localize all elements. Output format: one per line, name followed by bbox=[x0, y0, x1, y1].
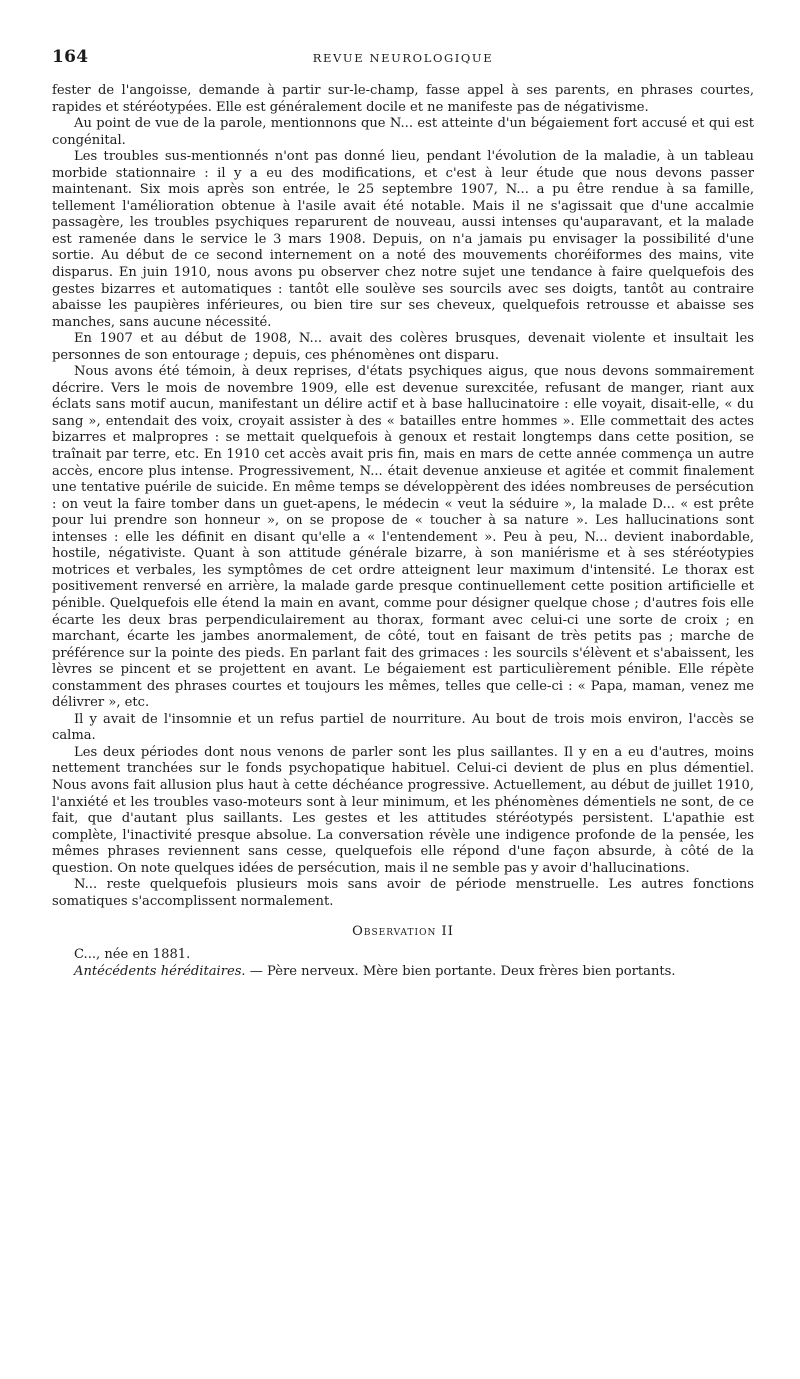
paragraph-3: Les troubles sus-mentionnés n'ont pas donné lieu, pendant l'évolution de la maladie, à un tableau morbide stationnaire : il y a eu des modifications, et c'est à leur étude que nous devons passer maintenant. Six mois après son entrée, le 25 septembre 1907, N... a pu être rendue à sa famille, tellement l'amélioration obtenue à l'asile avait été notable. Mais il ne s'agissait que d'une accalmie passagère, les troubles psychiques reparurent de nouveau, aussi intenses qu'auparavant, et la malade est ramenée dans le service le 3 mars 1908. Depuis, on n'a jamais pu envisager la possibilité d'une sortie. Au début de ce second internement on a noté des mouvements choréiformes des mains, vite disparus. En juin 1910, nous avons pu observer chez notre sujet une tendance à faire quelquefois des gestes bizarres et automatiques : tantôt elle soulève ses sourcils avec ses doigts, tantôt au contraire abaisse les paupières inférieures, ou bien tire sur ses cheveux, quelquefois retrousse et abaisse ses manches, sans aucune nécessité. bbox=[52, 149, 754, 330]
paragraph-5: Nous avons été témoin, à deux reprises, d'états psychiques aigus, que nous devons sommairement décrire. Vers le mois de novembre 1909, elle est devenue surexcitée, refusant de manger, riant aux éclats sans motif aucun, manifestant un délire actif et à base hallucinatoire : elle voyait, disait-elle, « du sang », entendait des voix, croyait assister à des « batailles entre hommes ». Elle commettait des actes bizarres et malpropres : se mettait quelquefois à genoux et restait longtemps dans cette position, se traînait par terre, etc. En 1910 cet accès avait pris fin, mais en mars de cette année commença un autre accès, encore plus intense. Progressivement, N... était devenue anxieuse et agitée et commit finalement une tentative puérile de suicide. En même temps se développèrent des idées nombreuses de persécution : on veut la faire tomber dans un guet-apens, le médecin « veut la séduire », la malade D... « est prête pour lui prendre son honneur », on se propose de « toucher à sa nature ». Les hallucinations sont intenses : elle les définit en disant qu'elle a « l'entendement ». Peu à peu, N... devient inabordable, hostile, négativiste. Quant à son attitude générale bizarre, à son maniérisme et à ses stéréotypies motrices et verbales, les symptômes de cet ordre atteignent leur maximum d'intensité. Le thorax est positivement renversé en arrière, la malade garde presque continuellement cette position artificielle et pénible. Quelquefois elle étend la main en avant, comme pour désigner quelque chose ; d'autres fois elle écarte les deux bras perpendiculairement au thorax, formant avec celui-ci une sorte de croix ; en marchant, écarte les jambes anormalement, de côté, tout en faisant de très petits pas ; marche de préférence sur la pointe des pieds. En parlant fait des grimaces : les sourcils s'élèvent et s'abaissent, les lèvres se pincent et se projettent en avant. Le bégaiement est particulièrement pénible. Elle répète constamment des phrases courtes et toujours les mêmes, telles que celle-ci : « Papa, maman, venez me délivrer », etc. bbox=[52, 364, 754, 711]
paragraph-4: En 1907 et au début de 1908, N... avait des colères brusques, devenait violente et insultait les personnes de son entourage ; depuis, ces phénomènes ont disparu. bbox=[52, 331, 754, 363]
page bbox=[52, 47, 754, 980]
paragraph-2: Au point de vue de la parole, mentionnons que N... est atteinte d'un bégaiement fort accusé et qui est congénital. bbox=[52, 116, 754, 148]
paragraph-6: Il y avait de l'insomnie et un refus partiel de nourriture. Au bout de trois mois environ, l'accès se calma. bbox=[52, 711, 754, 744]
page-number: 164 bbox=[52, 47, 89, 67]
observation-text bbox=[52, 947, 754, 980]
antecedents-text: — Père nerveux. Mère bien portante. Deux frères bien portants. bbox=[245, 963, 676, 979]
journal-title: REVUE NEUROLOGIQUE bbox=[312, 51, 494, 65]
paragraph-1: fester de l'angoisse, demande à partir sur-le-champ, fasse appel à ses parents, en phrases courtes, rapides et stéréotypées. Elle est généralement docile et ne manifeste pas de négativisme. bbox=[52, 83, 754, 115]
paragraph-7: Les deux périodes dont nous venons de parler sont les plus saillantes. Il y en a eu d'autres, moins nettement tranchées sur le fonds psychopatique habituel. Celui-ci devient de plus en plus démentiel. Nous avons fait allusion plus haut à cette déchéance progressive. Actuellement, au début de juillet 1910, l'anxiété et les troubles vaso-moteurs sont à leur minimum, et les phénomènes démentiels ne sont, de ce fait, que d'autant plus saillants. Les gestes et les attitudes stéréotypés persistent. L'apathie est complète, l'inactivité presque absolue. La conversation révèle une indigence profonde de la pensée, les mêmes phrases reviennent sans cesse, quelquefois elle répond d'une façon absurde, à côté de la question. On note quelques idées de persécution, mais il ne semble pas y avoir d'hallucinations. bbox=[52, 744, 754, 876]
antecedents-paragraph bbox=[52, 964, 754, 981]
observation-heading: Observation II bbox=[352, 924, 454, 940]
body-text bbox=[52, 83, 754, 910]
antecedents-label: Antécédents héréditaires. bbox=[74, 963, 246, 979]
paragraph-8: N... reste quelquefois plusieurs mois sans avoir de période menstruelle. Les autres fonctions somatiques s'accomplissent normalement. bbox=[52, 877, 754, 909]
running-head bbox=[52, 47, 754, 71]
patient-line: C..., née en 1881. bbox=[74, 947, 191, 963]
